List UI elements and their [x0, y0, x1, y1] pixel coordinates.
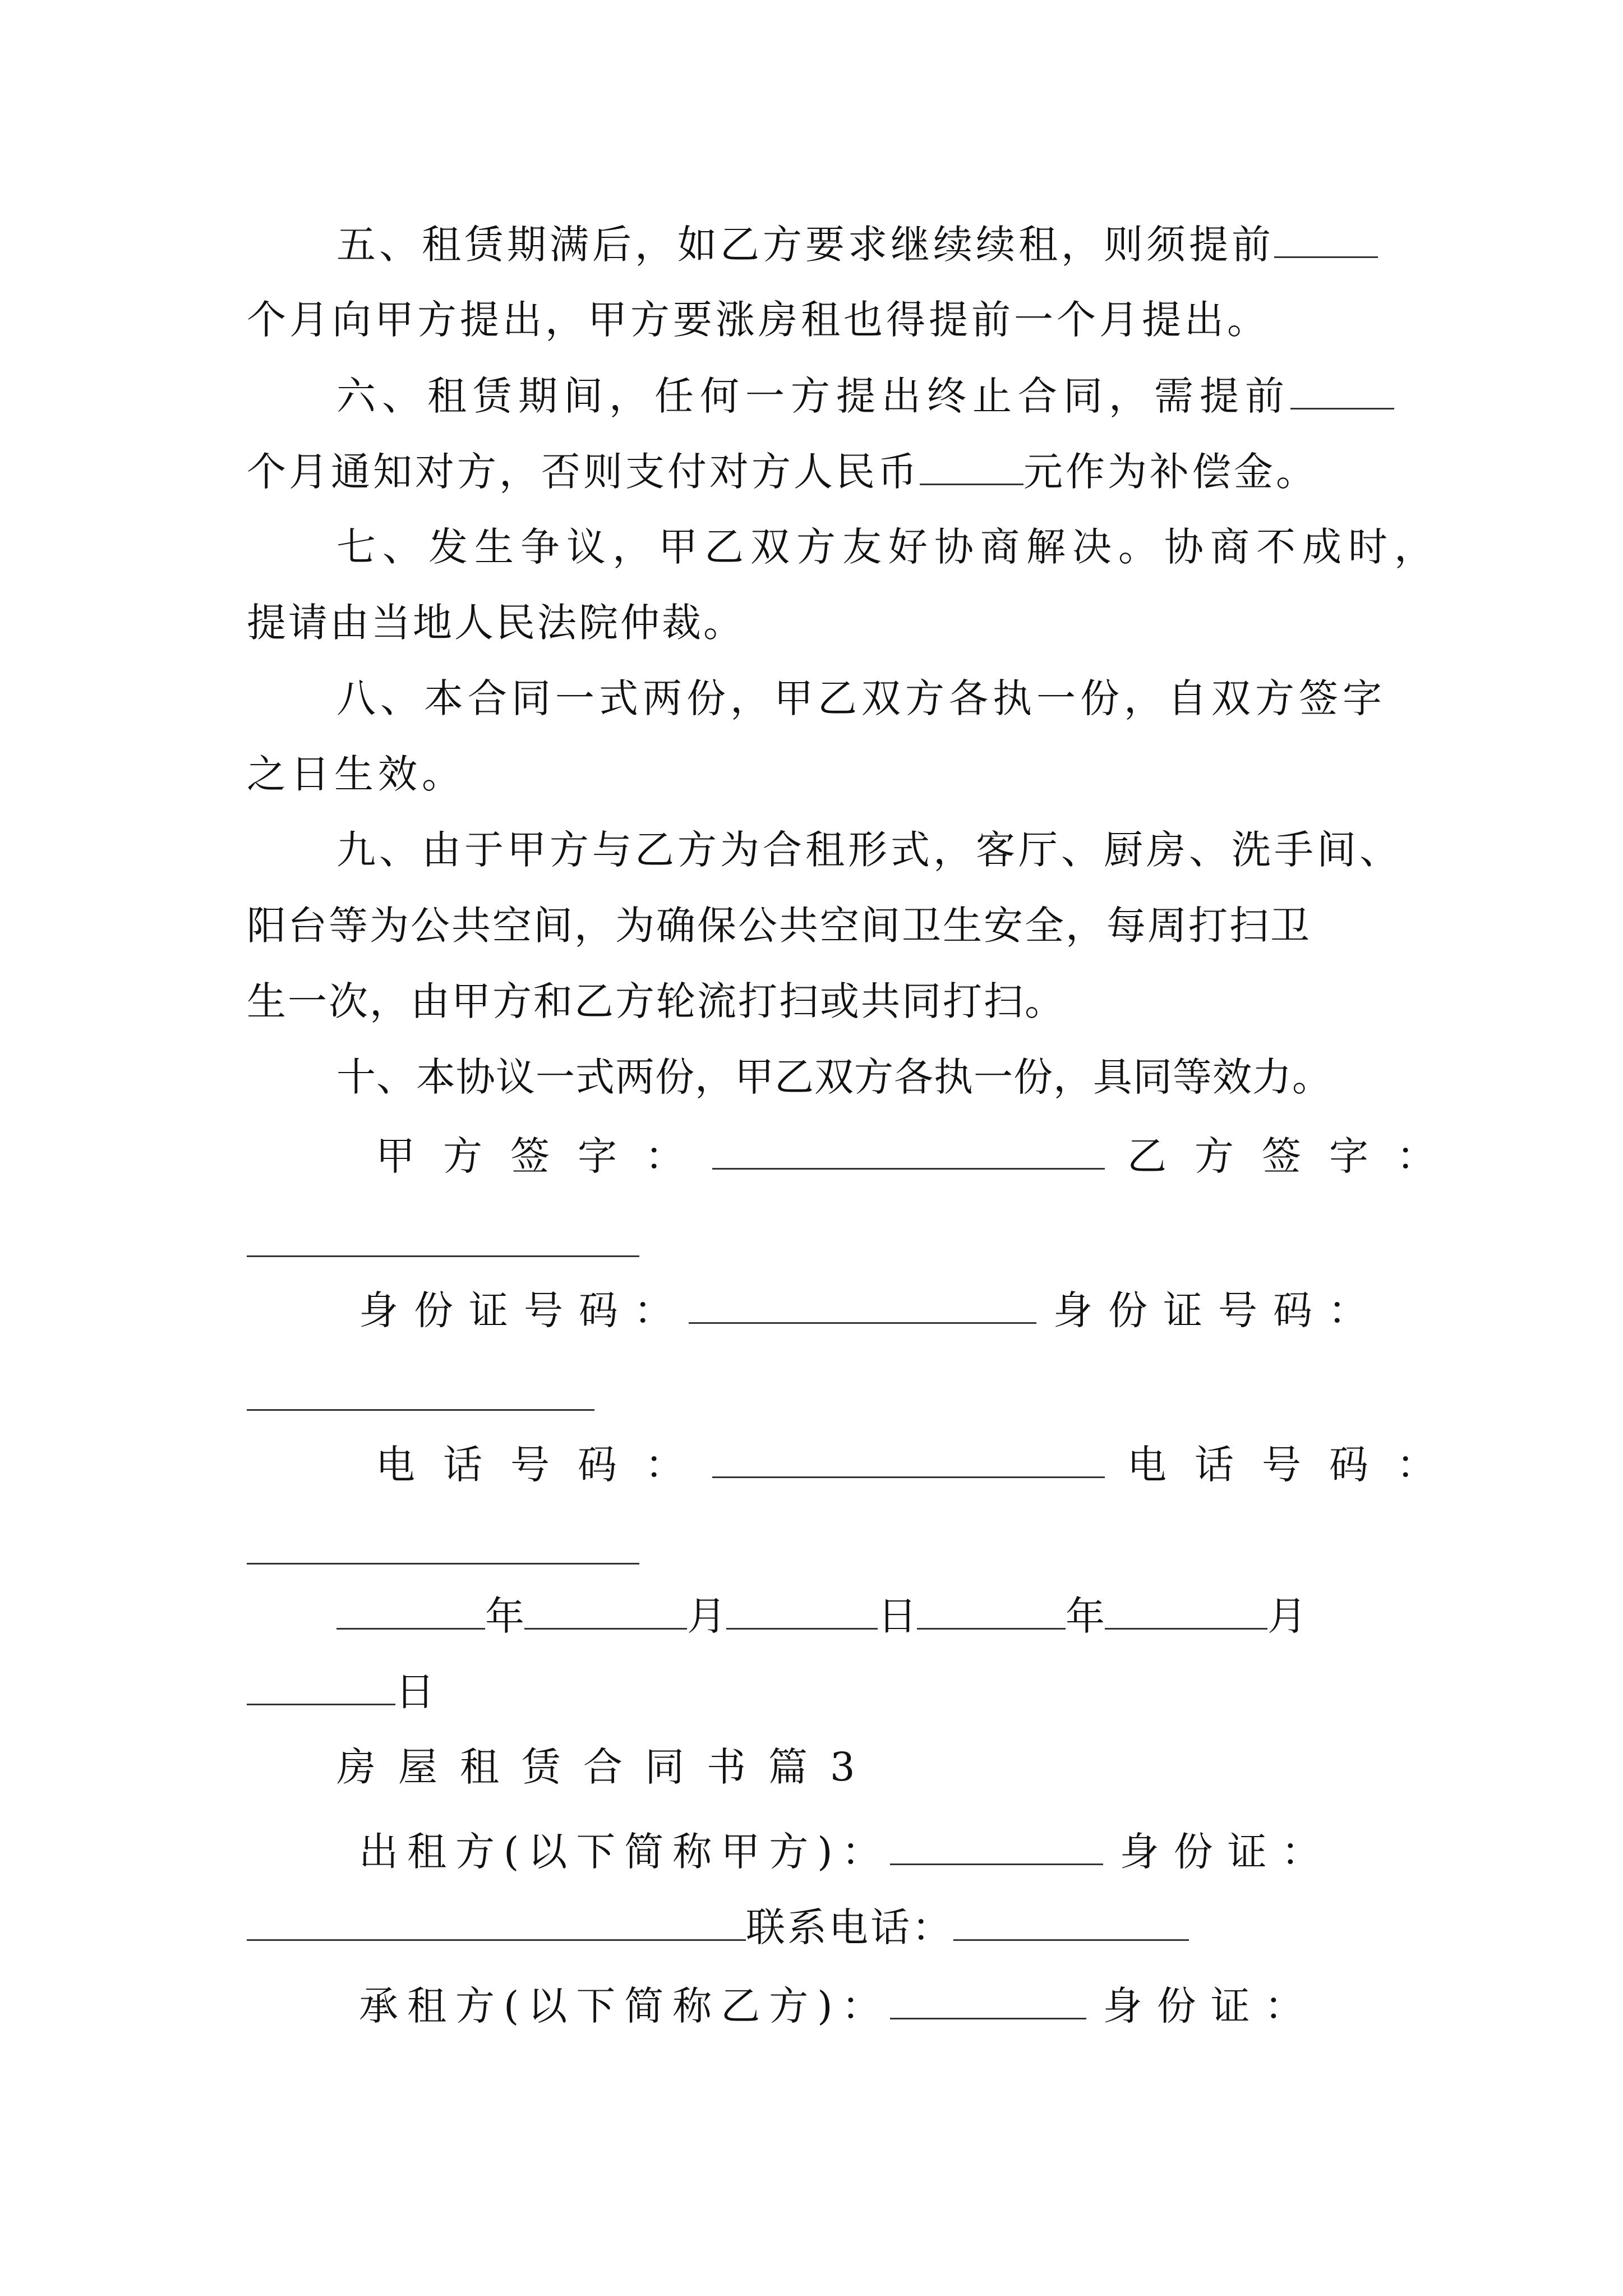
clause-8-line-2	[247, 746, 1402, 802]
party-a-id-label: 身份证号码：	[359, 1287, 689, 1333]
party-a-sign-label: 甲方签字：	[376, 1133, 712, 1179]
clause-5-text-cont: 个月向甲方提出，甲方要涨房租也得提前一个月提出。	[247, 297, 1270, 343]
party-b-phone-field[interactable]	[247, 1563, 639, 1565]
month-label-a: 月	[687, 1593, 726, 1639]
party-a-year-field[interactable]	[336, 1588, 485, 1630]
lessor-row-cont	[247, 1899, 1402, 1955]
party-a-phone-field[interactable]	[712, 1436, 1105, 1478]
blank-months-renewal[interactable]	[1274, 216, 1378, 258]
clause-9-text-cont: 阳台等为公共空间，为确保公共空间卫生安全，每周打扫卫	[247, 903, 1311, 949]
party-b-id-field[interactable]	[247, 1409, 594, 1411]
lessor-name-field[interactable]	[890, 1823, 1103, 1865]
clause-9-text-end: 生一次，由甲方和乙方轮流打扫或共同打扫。	[247, 978, 1066, 1024]
party-a-month-field[interactable]	[524, 1588, 687, 1630]
clause-5-text: 五、租赁期满后，如乙方要求继续续租，则须提前	[336, 222, 1274, 268]
party-b-sign-field[interactable]	[247, 1255, 639, 1257]
clause-7-line-2	[247, 595, 1402, 651]
lessor-label: 出租方(以下简称甲方)：	[359, 1829, 890, 1875]
clause-6-line-1	[336, 367, 1402, 424]
party-a-sign-field[interactable]	[712, 1128, 1105, 1170]
clause-9-text: 九、由于甲方与乙方为合租形式，客厅、厨房、洗手间、	[336, 827, 1402, 873]
party-b-id-label: 身份证号码：	[1053, 1287, 1383, 1333]
section-3-title: 房屋租赁合同书篇3	[336, 1744, 878, 1790]
lessor-id-field[interactable]	[247, 1899, 746, 1941]
party-b-sign-label: 乙方签字：	[1127, 1133, 1464, 1179]
lessor-phone-field[interactable]	[953, 1899, 1189, 1941]
phone-row	[376, 1436, 1464, 1492]
year-label-b: 年	[1066, 1593, 1105, 1639]
clause-5-line-1	[336, 216, 1402, 272]
clause-7-text: 七、发生争议，甲乙双方友好协商解决。协商不成时，	[336, 524, 1440, 570]
date-row	[336, 1588, 1402, 1644]
clause-9-line-1	[336, 822, 1402, 878]
year-label-a: 年	[485, 1593, 524, 1639]
party-a-id-field[interactable]	[689, 1282, 1036, 1324]
clause-5-line-2	[247, 292, 1402, 348]
clause-10-text: 十、本协议一式两份，甲乙双方各执一份，具同等效力。	[336, 1054, 1332, 1100]
party-a-phone-label: 电话号码：	[376, 1442, 712, 1488]
month-label-b: 月	[1267, 1593, 1307, 1639]
lessor-id-label: 身份证：	[1119, 1829, 1335, 1875]
clause-6-line-2	[247, 443, 1402, 499]
party-b-phone-label: 电话号码：	[1127, 1442, 1464, 1488]
clause-6-text: 六、租赁期间，任何一方提出终止合同，需提前	[336, 373, 1290, 419]
party-b-year-field[interactable]	[917, 1588, 1066, 1630]
clause-7-line-1	[336, 519, 1440, 575]
clause-6-text-cont: 个月通知对方，否则支付对方人民币	[247, 449, 920, 495]
day-label-a: 日	[878, 1593, 917, 1639]
blank-months-notice[interactable]	[1290, 367, 1394, 409]
party-a-day-field[interactable]	[726, 1588, 878, 1630]
lessee-id-label: 身份证：	[1103, 1983, 1318, 2029]
clause-9-line-3	[247, 973, 1402, 1029]
party-b-day-field[interactable]	[247, 1663, 395, 1705]
day-label-b: 日	[395, 1669, 435, 1715]
party-b-month-field[interactable]	[1105, 1588, 1267, 1630]
id-row	[359, 1282, 1402, 1338]
lessee-name-field[interactable]	[890, 1977, 1086, 2019]
clause-8-text: 八、本合同一式两份，甲乙双方各执一份，自双方签字	[336, 675, 1386, 721]
clause-8-text-cont: 之日生效。	[247, 751, 465, 797]
blank-compensation-amount[interactable]	[920, 443, 1023, 485]
lessor-phone-label: 联系电话：	[746, 1904, 953, 1950]
clause-8-line-1	[336, 670, 1402, 726]
lessee-label: 承租方(以下简称乙方)：	[359, 1983, 890, 2029]
section-3-title-row	[336, 1739, 1402, 1795]
clause-10-line	[336, 1049, 1402, 1105]
lessee-row	[359, 1977, 1402, 2033]
clause-7-text-cont: 提请由当地人民法院仲裁。	[247, 600, 745, 646]
lessor-row	[359, 1823, 1402, 1879]
date-row-cont	[247, 1663, 1402, 1719]
signature-row	[376, 1128, 1464, 1184]
clause-9-line-2	[247, 898, 1402, 954]
clause-6-text-end: 元作为补偿金。	[1023, 449, 1318, 495]
